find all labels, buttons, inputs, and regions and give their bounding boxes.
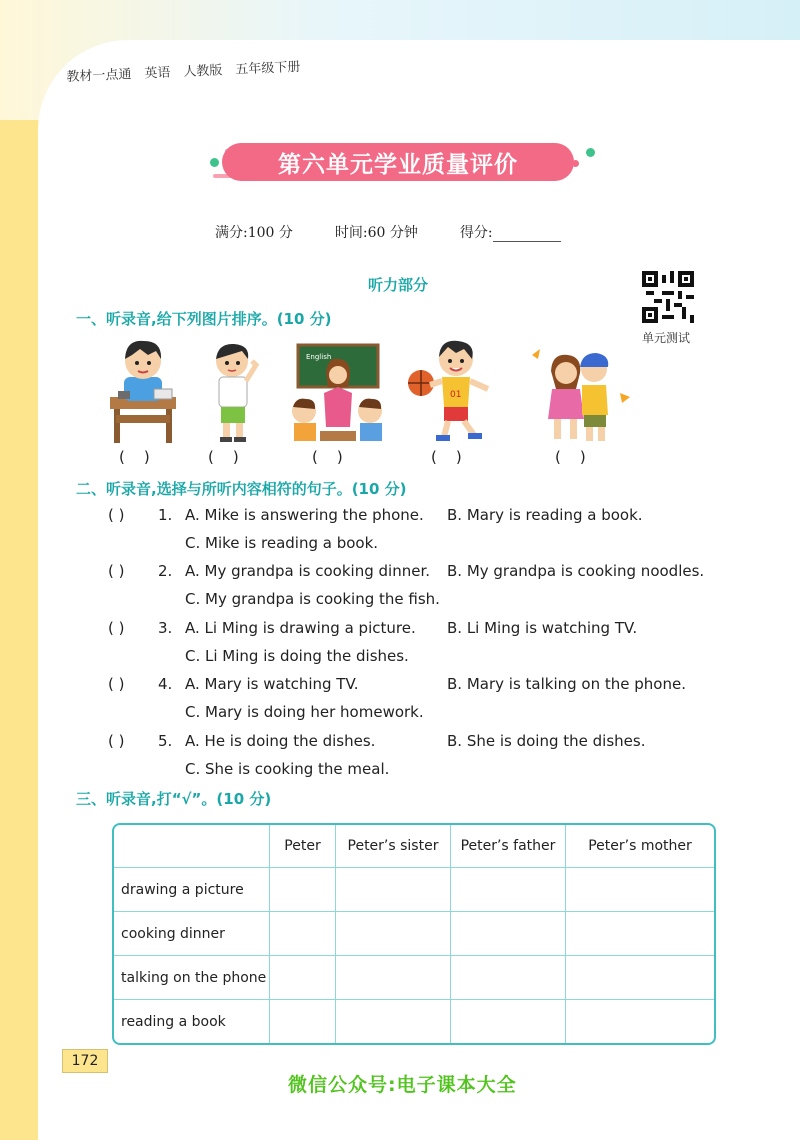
- activity-label: reading a book: [114, 1000, 270, 1043]
- two-kids-illustration: [524, 337, 636, 445]
- option-b: B. My grandpa is cooking noodles.: [447, 562, 705, 580]
- answer-bracket[interactable]: ( ): [108, 506, 125, 524]
- question-3-option-c: C. Li Ming is doing the dishes.: [185, 647, 409, 665]
- thinking-boy-illustration: [206, 337, 264, 445]
- question-number: 5.: [158, 732, 173, 750]
- option-a: A. He is doing the dishes.: [185, 732, 376, 750]
- page-number: 172: [62, 1049, 108, 1073]
- svg-text:English: English: [306, 353, 332, 361]
- answer-bracket[interactable]: ( ): [108, 675, 125, 693]
- picture-order-blank-4[interactable]: ( ): [431, 448, 462, 466]
- activity-label: drawing a picture: [114, 868, 270, 912]
- picture-order-blank-5[interactable]: ( ): [555, 448, 586, 466]
- table-header-blank: [114, 825, 270, 868]
- question-5-option-c: C. She is cooking the meal.: [185, 760, 390, 778]
- checkmark-table: [112, 823, 716, 1045]
- question-2-option-c: C. My grandpa is cooking the fish.: [185, 590, 440, 608]
- title-dot-left: [210, 158, 219, 167]
- table-row: [114, 868, 714, 912]
- listening-section-title: 听力部分: [368, 276, 429, 294]
- book-edition: 人教版: [183, 63, 223, 80]
- title-banner: [222, 143, 574, 181]
- option-b: B. Mary is reading a book.: [447, 506, 643, 524]
- question-4: [108, 675, 686, 693]
- question-number: 4.: [158, 675, 173, 693]
- title-dot-right: [586, 148, 595, 157]
- table-header-mother: Peter’s mother: [566, 825, 714, 868]
- check-cell[interactable]: [566, 956, 714, 1000]
- basketball-boy-illustration: [404, 337, 500, 445]
- check-cell[interactable]: [336, 868, 451, 912]
- section3-title: 三、听录音,打“√”。(10 分): [76, 790, 272, 808]
- activity-label: talking on the phone: [114, 956, 270, 1000]
- picture-order-blank-2[interactable]: ( ): [208, 448, 239, 466]
- check-cell[interactable]: [451, 912, 566, 956]
- option-b: B. Li Ming is watching TV.: [447, 619, 638, 637]
- question-4-option-c: C. Mary is doing her homework.: [185, 703, 424, 721]
- check-cell[interactable]: [336, 956, 451, 1000]
- answer-bracket[interactable]: ( ): [108, 619, 125, 637]
- page-title: 第六单元学业质量评价: [278, 151, 518, 178]
- question-5: [108, 732, 645, 750]
- qr-code: [642, 271, 694, 323]
- question-1: [108, 506, 643, 524]
- classroom-illustration: [290, 337, 386, 445]
- book-series: 教材一点通: [66, 67, 132, 85]
- table-header-father: Peter’s father: [451, 825, 566, 868]
- check-cell[interactable]: [270, 912, 336, 956]
- svg-text:01: 01: [450, 390, 462, 400]
- check-cell[interactable]: [451, 868, 566, 912]
- score-label: 得分:: [459, 225, 493, 241]
- watermark: 微信公众号:电子课本大全: [288, 1074, 517, 1096]
- check-cell[interactable]: [336, 1000, 451, 1043]
- question-3: [108, 619, 637, 637]
- full-score: 满分:100 分: [215, 225, 293, 241]
- question-number: 1.: [158, 506, 173, 524]
- check-cell[interactable]: [566, 1000, 714, 1043]
- option-a: A. My grandpa is cooking dinner.: [185, 562, 431, 580]
- check-cell[interactable]: [270, 1000, 336, 1043]
- check-cell[interactable]: [270, 956, 336, 1000]
- option-a: A. Mike is answering the phone.: [185, 506, 424, 524]
- question-2: [108, 562, 704, 580]
- check-cell[interactable]: [270, 868, 336, 912]
- option-b: B. Mary is talking on the phone.: [447, 675, 686, 693]
- table-row: [114, 956, 714, 1000]
- question-1-option-c: C. Mike is reading a book.: [185, 534, 379, 552]
- check-cell[interactable]: [566, 912, 714, 956]
- qr-label: 单元测试: [642, 331, 691, 345]
- answer-bracket[interactable]: ( ): [108, 732, 125, 750]
- question-number: 3.: [158, 619, 173, 637]
- check-cell[interactable]: [336, 912, 451, 956]
- activity-label: cooking dinner: [114, 912, 270, 956]
- section1-title: 一、听录音,给下列图片排序。(10 分): [76, 310, 332, 328]
- table-header-peter: Peter: [270, 825, 336, 868]
- option-a: A. Li Ming is drawing a picture.: [185, 619, 416, 637]
- score-field: [460, 222, 561, 242]
- time-limit: 时间:60 分钟: [334, 225, 418, 241]
- table-header-row: [114, 825, 714, 868]
- boy-at-desk-illustration: [104, 337, 184, 445]
- picture-order-blank-1[interactable]: ( ): [119, 448, 150, 466]
- option-a: A. Mary is watching TV.: [185, 675, 359, 693]
- answer-bracket[interactable]: ( ): [108, 562, 125, 580]
- book-grade: 五年级下册: [235, 59, 301, 78]
- score-blank[interactable]: [493, 225, 561, 242]
- section2-title: 二、听录音,选择与所听内容相符的句子。(10 分): [76, 480, 407, 498]
- table-row: [114, 1000, 714, 1043]
- score-line: [215, 222, 561, 242]
- picture-order-blank-3[interactable]: ( ): [312, 448, 343, 466]
- table-header-sister: Peter’s sister: [336, 825, 451, 868]
- table-row: [114, 912, 714, 956]
- check-cell[interactable]: [451, 1000, 566, 1043]
- question-number: 2.: [158, 562, 173, 580]
- option-b: B. She is doing the dishes.: [447, 732, 646, 750]
- book-subject: 英语: [144, 65, 171, 82]
- check-cell[interactable]: [451, 956, 566, 1000]
- check-cell[interactable]: [566, 868, 714, 912]
- title-dot-right-small: [572, 160, 579, 167]
